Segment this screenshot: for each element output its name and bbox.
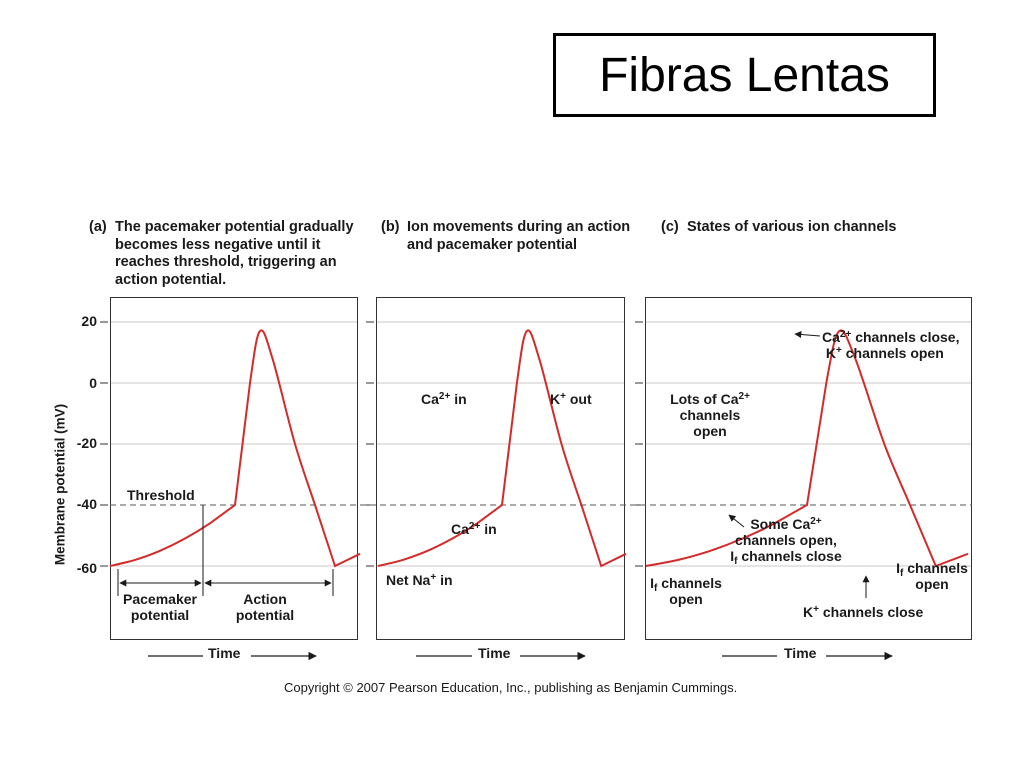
ion-charge: + (813, 604, 819, 615)
pointer-arrow-peak (795, 334, 820, 336)
label-line: open (693, 423, 727, 439)
label-text: channels close, (855, 329, 960, 345)
caption-a-letter: (a) (89, 219, 107, 235)
caption-b-line: and pacemaker potential (407, 236, 578, 253)
ion-charge: 2+ (438, 391, 451, 402)
ion-direction: in (454, 391, 467, 407)
ion-charge: 2+ (839, 329, 852, 340)
label-text: Lots of Ca (670, 391, 739, 407)
y-tick-label: 0 (89, 375, 97, 391)
ion-direction: out (569, 391, 592, 407)
label-line: Pacemaker (123, 591, 197, 607)
label-text: channels open (845, 345, 944, 361)
ion-symbol: K (550, 391, 561, 407)
y-tick-label: -20 (76, 435, 97, 451)
time-axis-label-a: Time (208, 645, 241, 661)
label-line (722, 548, 850, 567)
caption-c-letter: (c) (661, 219, 679, 235)
time-axis-label-b: Time (478, 645, 511, 661)
ion-charge: 2+ (738, 391, 750, 402)
ion-symbol: Ca (421, 391, 439, 407)
current-subscript: f (653, 583, 658, 594)
slide-title: Fibras Lentas (553, 33, 936, 117)
ion-symbol: Ca (451, 521, 469, 537)
ion-symbol: Net Na (386, 572, 431, 588)
pacemaker-potential-label (112, 591, 208, 623)
caption-b-letter: (b) (381, 219, 400, 235)
ca-in-upper-label (421, 391, 467, 407)
ion-charge: 2+ (810, 516, 822, 527)
y-axis-label: Membrane potential (mV) (52, 403, 68, 566)
label-line (822, 345, 959, 361)
label-line: potential (130, 607, 190, 623)
label-line (890, 560, 974, 579)
k-out-label (550, 391, 592, 407)
label-line: channels open, (735, 532, 837, 548)
ion-symbol: K (825, 345, 837, 361)
label-line: open (915, 576, 949, 592)
trace-panel-b (378, 330, 626, 566)
ca-close-k-open-label (822, 329, 959, 361)
label-line: potential (235, 607, 295, 623)
caption-a-line: The pacemaker potential gradually (115, 219, 354, 235)
label-line: channels (679, 407, 741, 423)
trace-panel-a (110, 330, 360, 566)
label-text: channels (661, 575, 722, 591)
threshold-label: Threshold (127, 487, 195, 503)
ion-symbol: K (803, 604, 814, 620)
label-text: I (650, 575, 654, 591)
current-subscript: f (734, 556, 738, 567)
action-potential-label (220, 591, 310, 623)
label-text: I (896, 560, 900, 576)
current-subscript: f (899, 568, 904, 579)
caption-a-line: becomes less negative until it (115, 236, 321, 253)
label-text: channels close (822, 604, 924, 620)
label-text: channels (907, 560, 968, 576)
label-line (644, 575, 728, 594)
if-channels-open-right-label (890, 560, 974, 592)
ion-direction: in (484, 521, 497, 537)
y-tick-label: 20 (81, 313, 97, 329)
label-line (722, 516, 850, 532)
label-line (662, 391, 758, 407)
lots-ca-channels-open-label (662, 391, 758, 439)
label-line: Action (243, 591, 287, 607)
ca-in-lower-label (451, 521, 497, 537)
y-tick-label: -60 (76, 560, 97, 576)
copyright-notice: Copyright © 2007 Pearson Education, Inc., publishing as Benjamin Cummings. (284, 680, 738, 695)
k-channels-close-label (803, 604, 923, 620)
time-axis-label-c: Time (784, 645, 817, 661)
caption-c-line: States of various ion channels (687, 219, 897, 235)
ion-charge: + (560, 391, 566, 402)
ion-direction: in (440, 572, 453, 588)
label-text: channels close (741, 548, 842, 564)
net-na-in-label (386, 572, 453, 588)
label-line: open (669, 591, 703, 607)
ion-charge: + (430, 572, 437, 583)
some-ca-channels-open-label (722, 516, 850, 567)
caption-a-line: reaches threshold, triggering an (115, 254, 337, 270)
if-channels-open-left-label (644, 575, 728, 607)
caption-b-line: Ion movements during an action (407, 219, 631, 235)
caption-a-line: action potential. (115, 271, 227, 288)
label-line (822, 329, 959, 345)
label-text: I (730, 548, 735, 564)
label-text: Some Ca (750, 516, 811, 532)
ion-charge: 2+ (468, 521, 481, 532)
ion-symbol: Ca (822, 329, 840, 345)
ion-charge: + (836, 345, 842, 356)
y-tick-label: -40 (76, 496, 97, 512)
